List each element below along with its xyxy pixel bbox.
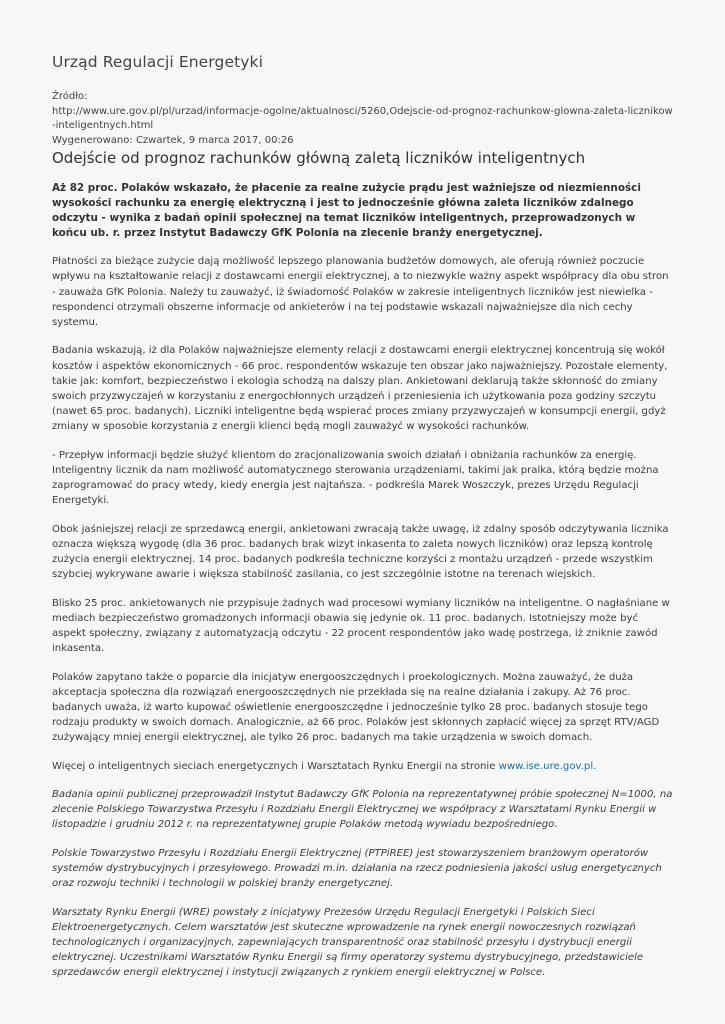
article-title: Odejście od prognoz rachunków główną zaletą liczników inteligentnych <box>52 149 586 167</box>
note-ptpiree: Polskie Towarzystwo Przesyłu i Rozdziału Energii Elektrycznej (PTPiREE) jest stowarzyszeniem branżowym operatorów systemów dystrybucyjnych i przesyłowego. Prowadzi m.in. działania na rzecz podniesienia jakości usług energetycznych oraz rozwoju techniki i technologii w polskiej branży energetycznej. <box>52 848 662 890</box>
source-meta <box>52 90 673 148</box>
generated-date: Wygenerowano: Czwartek, 9 marca 2017, 00:26 <box>52 134 294 146</box>
note-survey: Badania opinii publicznej przeprowadził Instytut Badawczy GfK Polonia na reprezentatywnej próbie społecznej N=1000, na zlecenie Polskiego Towarzystwa Przesyłu i Rozdziału Energii Elektrycznej we współpracy z Warsztatami Rynku Energii w listopadzie i grudniu 2012 r. na reprezentatywnej grupie Polaków metodą wywiadu bezpośredniego. <box>52 789 673 831</box>
paragraph-7-text: Więcej o inteligentnych sieciach energetycznych i Warsztatach Rynku Energii na stronie <box>52 760 499 772</box>
site-title: Urząd Regulacji Energetyki <box>52 53 264 71</box>
paragraph-3: - Przepływ informacji będzie służyć klientom do zracjonalizowania swoich działań i obniżania rachunków za energię. Inteligentny licznik da nam możliwość automatycznego sterowania urządzeniami, takimi jak pralka, którą będzie można zaprogramować do pracy wtedy, kiedy energia jest najtańsza. - podkreśla Marek Woszczyk, prezes Urzędu Regulacji Energetyki. <box>52 449 659 506</box>
paragraph-7 <box>52 759 673 774</box>
source-url[interactable]: http://www.ure.gov.pl/pl/urzad/informacje-ogolne/aktualnosci/5260,Odejscie-od-prognoz-rachunkow-glowna-zaleta-licznikow-inteligentnych.html <box>52 105 673 131</box>
ise-link[interactable]: www.ise.ure.gov.pl. <box>498 760 597 772</box>
article-lead: Aż 82 proc. Polaków wskazało, że płacenie za realne zużycie prądu jest ważniejsze od niezmienności wysokości rachunku za energię elektryczną i jest to jednocześnie główna zaleta liczników zdalnego odczytu - wynika z badań opinii społecznej na temat liczników inteligentnych, przeprowadzonych w końcu ub. r. przez Instytut Badawczy GfK Polonia na zlecenie branży energetycznej. <box>52 182 641 240</box>
source-label: Źródło: <box>52 91 88 102</box>
paragraph-6: Polaków zapytano także o poparcie dla inicjatyw energooszczędnych i proekologicznych. Można zauważyć, że duża akceptacja społeczna dla rozwiązań energooszczędnych nie przekłada się na realne działania i zakupy. Aż 76 proc. badanych uważa, iż warto kupować oświetlenie energooszczędne i jednocześnie tylko 28 proc. badanych stosuje tego rodzaju produkty w swoich domach. Analogicznie, aż 66 proc. Polaków jest skłonnych zapłacić więcej za sprzęt RTV/AGD zużywający mniej energii elektrycznej, ale tylko 26 proc. badanych ma takie urządzenia w swoich domach. <box>52 671 660 743</box>
note-wre: Warsztaty Rynku Energii (WRE) powstały z inicjatywy Prezesów Urzędu Regulacji Energetyki i Polskich Sieci Elektroenergetycznych. Celem warsztatów jest skuteczne wprowadzenie na rynek energii nowoczesnych rozwiązań technologicznych i organizacyjnych, zapewniających transparentność oraz stabilność przesyłu i dystrybucji energii elektrycznej. Uczestnikami Warsztatów Rynku Energii są firmy operatorzy systemu dystrybucyjnego, przedstawiciele sprzedawców energii elektrycznej i instytucji związanych z rynkiem energii elektrycznej w Polsce. <box>52 907 644 979</box>
paragraph-4: Obok jaśniejszej relacji ze sprzedawcą energii, ankietowani zwracają także uwagę, iż zdalny sposób odczytywania licznika oznacza większą wygodę (dla 36 proc. badanych brak wizyt inkasenta to zaleta nowych liczników) oraz lepszą kontrolę zużycia energii elektrycznej. 14 proc. badanych podkreśla techniczne korzyści z montażu urządzeń - przede wszystkim szybciej wykrywane awarie i większa stabilność zasilania, co jest szczególnie istotne na terenach wiejskich. <box>52 523 669 580</box>
paragraph-2: Badania wskazują, iż dla Polaków najważniejsze elementy relacji z dostawcami energii elektrycznej koncentrują się wokół kosztów i aspektów ekonomicznych - 66 proc. respondentów wskazuje ten obszar jako najważniejszy. Pozostałe elementy, takie jak: komfort, bezpieczeństwo i ekologia schodzą na dalszy plan. Ankietowani deklarują także skłonność do zmiany swoich przyzwyczajeń w korzystaniu z energochłonnych urządzeń i przeniesienia ich użytkowania poza godziny szczytu (nawet 65 proc. badanych). Liczniki inteligentne będą wspierać proces zmiany przyzwyczajeń w konsumpcji energii, gdyż zmiany w sposobie korzystania z energii klienci będą mogli zauważyć w wysokości rachunków. <box>52 345 668 432</box>
paragraph-5: Blisko 25 proc. ankietowanych nie przypisuje żadnych wad procesowi wymiany liczników na inteligentne. O nagłaśniane w mediach bezpieczeństwo gromadzonych informacji obawia się jedynie ok. 11 proc. badanych. Istotniejszy może być aspekt społeczny, związany z automatyzacją odczytu - 22 procent respondentów jako wadę postrzega, iż zniknie zawód inkasenta. <box>52 597 670 654</box>
paragraph-1: Płatności za bieżące zużycie dają możliwość lepszego planowania budżetów domowych, ale oferują również poczucie wpływu na kształtowanie relacji z dostawcami energii elektrycznej, a to niezwykle ważny aspekt współpracy dla obu stron - zauważa GfK Polonia. Należy tu zauważyć, iż świadomość Polaków w zakresie inteligentnych liczników jest niewielka - respondenci otrzymali obszerne informacje od ankieterów i na tej podstawie wskazali najważniejsze dla nich cechy systemu. <box>52 256 669 328</box>
